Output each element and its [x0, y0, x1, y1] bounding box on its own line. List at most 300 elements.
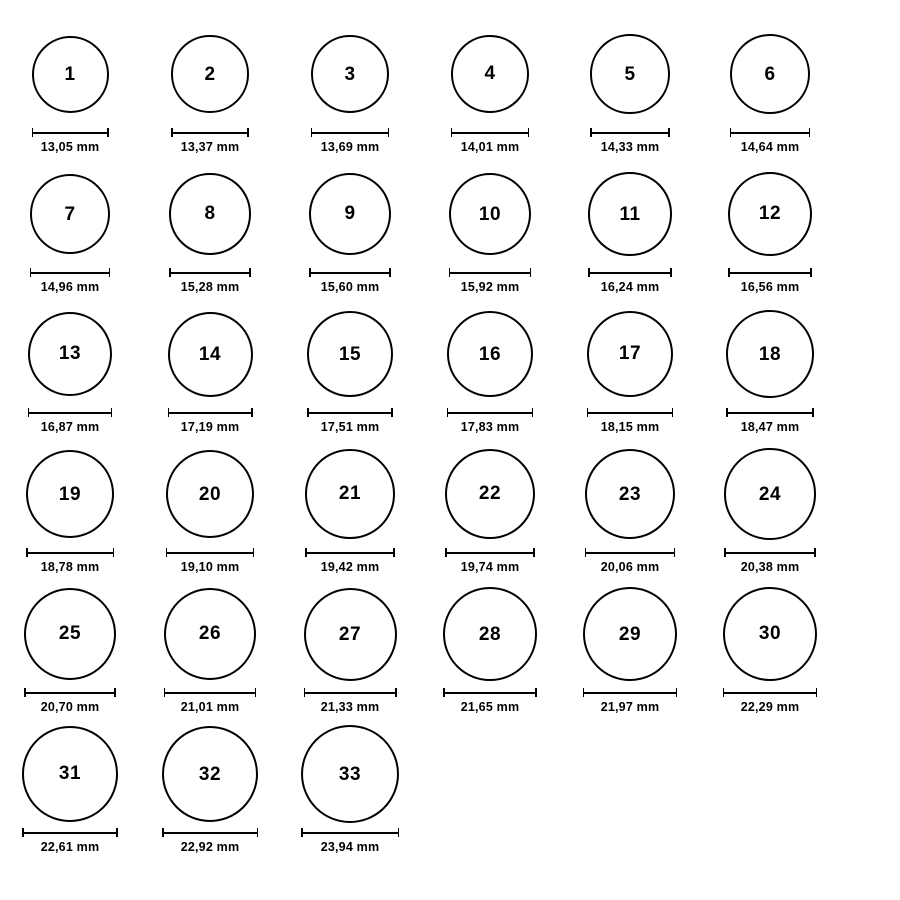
diameter-caliper: [585, 548, 676, 557]
diameter-label: 16,87 mm: [40, 420, 100, 434]
ring-circle: [30, 174, 111, 255]
caliper-tick-left: [585, 548, 587, 557]
ring-circle: [728, 172, 812, 256]
ring-size-cell: [700, 444, 840, 574]
ring-size-cell: [140, 304, 280, 434]
ring-size-cell: [420, 164, 560, 294]
caliper-tick-left: [587, 408, 589, 417]
caliper-tick-right: [816, 688, 818, 697]
caliper-tick-left: [723, 688, 725, 697]
diameter-caliper: [724, 548, 815, 557]
caliper-tick-right: [676, 688, 678, 697]
caliper-bar: [171, 132, 249, 134]
diameter-caliper: [305, 548, 394, 557]
caliper-tick-left: [28, 408, 30, 417]
caliper-tick-left: [162, 828, 164, 837]
caliper-tick-left: [311, 128, 313, 137]
caliper-bar: [28, 412, 112, 414]
caliper-bar: [447, 412, 533, 414]
ring-circle-wrap: [305, 444, 394, 544]
ring-size-number: 3: [344, 63, 356, 85]
diameter-label: 17,83 mm: [460, 420, 520, 434]
caliper-bar: [585, 552, 676, 554]
ring-circle: [28, 312, 112, 396]
ring-size-cell: [280, 584, 420, 714]
ring-circle: [309, 173, 391, 255]
diameter-caliper: [164, 688, 256, 697]
diameter-label: 22,29 mm: [740, 700, 800, 714]
ring-size-number: 29: [618, 623, 642, 645]
ring-size-cell: [140, 164, 280, 294]
ring-circle: [585, 449, 676, 540]
ring-size-number: 11: [619, 203, 641, 225]
ring-size-cell: [420, 444, 560, 574]
ring-circle-wrap: [726, 304, 814, 404]
caliper-tick-right: [812, 408, 814, 417]
ring-size-cell: [560, 584, 700, 714]
caliper-tick-left: [32, 128, 34, 137]
ring-circle-wrap: [162, 724, 258, 824]
ring-size-cell: [280, 164, 420, 294]
ring-size-number: 5: [624, 63, 636, 85]
diameter-label: 14,33 mm: [600, 140, 660, 154]
diameter-caliper: [730, 128, 810, 137]
caliper-bar: [22, 832, 117, 834]
caliper-bar: [445, 552, 535, 554]
ring-size-number: 4: [484, 63, 496, 85]
ring-size-number: 15: [338, 343, 362, 365]
caliper-bar: [162, 832, 258, 834]
ring-circle-wrap: [32, 24, 109, 124]
caliper-bar: [723, 692, 818, 694]
caliper-bar: [30, 272, 111, 274]
caliper-tick-right: [528, 128, 530, 137]
caliper-tick-left: [304, 688, 306, 697]
ring-circle: [32, 36, 109, 113]
diameter-label: 19,74 mm: [460, 560, 520, 574]
caliper-tick-right: [398, 828, 400, 837]
ring-size-number: 32: [198, 763, 222, 785]
caliper-tick-left: [451, 128, 453, 137]
ring-circle-wrap: [728, 164, 812, 264]
caliper-bar: [724, 552, 815, 554]
ring-circle: [305, 449, 394, 538]
ring-circle-wrap: [168, 304, 253, 404]
diameter-caliper: [22, 828, 117, 837]
ring-circle-wrap: [30, 164, 111, 264]
ring-circle: [311, 35, 389, 113]
ring-size-cell: [140, 724, 280, 854]
diameter-caliper: [32, 128, 109, 137]
ring-size-cell: [560, 444, 700, 574]
ring-circle: [171, 35, 249, 113]
ring-size-cell: [280, 24, 420, 154]
diameter-caliper: [590, 128, 670, 137]
diameter-label: 19,42 mm: [320, 560, 380, 574]
diameter-caliper: [309, 268, 391, 277]
caliper-tick-left: [449, 268, 451, 277]
diameter-caliper: [166, 548, 255, 557]
ring-size-number: 28: [478, 623, 502, 645]
caliper-tick-right: [111, 408, 113, 417]
caliper-tick-right: [393, 548, 395, 557]
ring-size-number: 13: [58, 343, 82, 365]
diameter-label: 16,56 mm: [740, 280, 800, 294]
caliper-tick-left: [447, 408, 449, 417]
diameter-label: 20,06 mm: [600, 560, 660, 574]
ring-circle: [723, 587, 818, 682]
diameter-caliper: [723, 688, 818, 697]
ring-circle-wrap: [301, 724, 399, 824]
ring-circle-wrap: [723, 584, 818, 684]
diameter-label: 22,92 mm: [180, 840, 240, 854]
caliper-tick-right: [389, 268, 391, 277]
caliper-bar: [307, 412, 393, 414]
caliper-tick-left: [30, 268, 32, 277]
diameter-caliper: [304, 688, 397, 697]
caliper-tick-left: [443, 688, 445, 697]
ring-circle: [168, 312, 253, 397]
ring-circle: [445, 449, 535, 539]
ring-size-number: 18: [758, 343, 782, 365]
ring-circle-wrap: [307, 304, 393, 404]
caliper-tick-left: [726, 408, 728, 417]
ring-size-cell: [0, 724, 140, 854]
diameter-label: 22,61 mm: [40, 840, 100, 854]
caliper-tick-left: [24, 688, 26, 697]
ring-size-cell: [0, 584, 140, 714]
caliper-tick-right: [395, 688, 397, 697]
caliper-bar: [728, 272, 812, 274]
caliper-tick-left: [728, 268, 730, 277]
ring-circle: [164, 588, 256, 680]
ring-size-number: 22: [478, 483, 502, 505]
ring-circle: [726, 310, 814, 398]
diameter-label: 20,70 mm: [40, 700, 100, 714]
ring-circle: [449, 173, 532, 256]
caliper-tick-right: [113, 548, 115, 557]
ring-size-number: 23: [618, 483, 642, 505]
caliper-bar: [305, 552, 394, 554]
ring-circle-wrap: [730, 24, 810, 124]
ring-circle: [588, 172, 671, 255]
ring-size-cell: [0, 24, 140, 154]
ring-size-row: [0, 714, 900, 854]
caliper-tick-left: [730, 128, 732, 137]
caliper-tick-left: [26, 548, 28, 557]
caliper-bar: [443, 692, 537, 694]
diameter-caliper: [301, 828, 399, 837]
caliper-tick-left: [583, 688, 585, 697]
diameter-label: 23,94 mm: [320, 840, 380, 854]
ring-circle: [730, 34, 810, 114]
ring-size-cell: [140, 24, 280, 154]
caliper-tick-right: [391, 408, 393, 417]
caliper-tick-left: [168, 408, 170, 417]
ring-size-number: 10: [478, 203, 502, 225]
diameter-caliper: [443, 688, 537, 697]
diameter-label: 18,78 mm: [40, 560, 100, 574]
diameter-label: 15,92 mm: [460, 280, 520, 294]
caliper-bar: [726, 412, 814, 414]
caliper-bar: [26, 552, 114, 554]
ring-size-cell: [140, 584, 280, 714]
diameter-label: 20,38 mm: [740, 560, 800, 574]
ring-circle-wrap: [590, 24, 670, 124]
ring-circle-wrap: [585, 444, 676, 544]
ring-size-cell: [560, 24, 700, 154]
diameter-label: 15,28 mm: [180, 280, 240, 294]
caliper-bar: [301, 832, 399, 834]
ring-size-row: [0, 294, 900, 434]
ring-size-cell: [560, 164, 700, 294]
ring-circle: [24, 588, 116, 680]
ring-size-cell: [0, 444, 140, 574]
caliper-bar: [583, 692, 677, 694]
ring-circle-wrap: [309, 164, 391, 264]
ring-circle-wrap: [169, 164, 250, 264]
ring-circle: [451, 35, 530, 114]
ring-size-number: 9: [344, 203, 356, 225]
caliper-tick-right: [668, 128, 670, 137]
ring-size-number: 30: [758, 623, 782, 645]
caliper-bar: [168, 412, 253, 414]
ring-size-cell: [700, 24, 840, 154]
diameter-caliper: [30, 268, 111, 277]
caliper-tick-right: [674, 548, 676, 557]
caliper-tick-left: [590, 128, 592, 137]
diameter-label: 14,01 mm: [460, 140, 520, 154]
caliper-tick-right: [670, 268, 672, 277]
ring-circle-wrap: [587, 304, 674, 404]
ring-circle-wrap: [443, 584, 537, 684]
caliper-tick-right: [257, 828, 259, 837]
ring-circle-wrap: [447, 304, 533, 404]
diameter-caliper: [449, 268, 532, 277]
ring-circle: [724, 448, 815, 539]
ring-size-row: [0, 154, 900, 294]
ring-size-cell: [700, 584, 840, 714]
ring-circle: [22, 726, 117, 821]
caliper-tick-right: [247, 128, 249, 137]
ring-size-cell: [280, 304, 420, 434]
diameter-caliper: [583, 688, 677, 697]
diameter-caliper: [307, 408, 393, 417]
caliper-bar: [449, 272, 532, 274]
ring-size-number: 33: [338, 763, 362, 785]
ring-size-number: 24: [758, 483, 782, 505]
ring-size-number: 20: [198, 483, 222, 505]
caliper-tick-right: [809, 128, 811, 137]
ring-size-number: 25: [58, 623, 82, 645]
diameter-label: 13,05 mm: [40, 140, 100, 154]
caliper-bar: [24, 692, 116, 694]
diameter-caliper: [587, 408, 674, 417]
ring-size-cell: [560, 304, 700, 434]
ring-size-number: 21: [338, 483, 362, 505]
caliper-bar: [32, 132, 109, 134]
diameter-label: 18,15 mm: [600, 420, 660, 434]
caliper-tick-left: [22, 828, 24, 837]
ring-size-cell: [700, 304, 840, 434]
caliper-tick-right: [253, 548, 255, 557]
diameter-caliper: [728, 268, 812, 277]
diameter-caliper: [588, 268, 671, 277]
diameter-caliper: [447, 408, 533, 417]
caliper-bar: [730, 132, 810, 134]
diameter-caliper: [168, 408, 253, 417]
ring-size-number: 26: [198, 623, 222, 645]
ring-size-number: 17: [618, 343, 642, 365]
diameter-caliper: [445, 548, 535, 557]
caliper-tick-right: [814, 548, 816, 557]
caliper-bar: [590, 132, 670, 134]
ring-size-number: 6: [764, 63, 776, 85]
ring-circle: [443, 587, 537, 681]
diameter-label: 21,97 mm: [600, 700, 660, 714]
ring-size-number: 1: [64, 63, 76, 85]
ring-circle-wrap: [304, 584, 397, 684]
ring-size-number: 8: [204, 203, 216, 225]
caliper-tick-right: [672, 408, 674, 417]
diameter-label: 19,10 mm: [180, 560, 240, 574]
ring-circle-wrap: [588, 164, 671, 264]
caliper-tick-left: [301, 828, 303, 837]
caliper-tick-left: [724, 548, 726, 557]
diameter-caliper: [24, 688, 116, 697]
ring-size-row: [0, 574, 900, 714]
ring-circle: [590, 34, 670, 114]
diameter-caliper: [162, 828, 258, 837]
ring-size-number: 27: [338, 623, 362, 645]
ring-size-cell: [280, 444, 420, 574]
caliper-bar: [309, 272, 391, 274]
ring-size-cell: [420, 304, 560, 434]
diameter-label: 17,19 mm: [180, 420, 240, 434]
caliper-tick-right: [249, 268, 251, 277]
diameter-label: 14,64 mm: [740, 140, 800, 154]
diameter-label: 18,47 mm: [740, 420, 800, 434]
ring-size-cell: [280, 724, 420, 854]
ring-size-cell: [0, 304, 140, 434]
ring-size-cell: [700, 164, 840, 294]
ring-size-row: [0, 434, 900, 574]
ring-size-number: 19: [58, 483, 82, 505]
caliper-bar: [587, 412, 674, 414]
caliper-bar: [164, 692, 256, 694]
caliper-tick-right: [255, 688, 257, 697]
ring-circle-wrap: [166, 444, 255, 544]
ring-circle: [169, 173, 250, 254]
ring-size-number: 12: [758, 203, 782, 225]
ring-size-cell: [0, 164, 140, 294]
diameter-caliper: [171, 128, 249, 137]
caliper-tick-left: [166, 548, 168, 557]
diameter-label: 15,60 mm: [320, 280, 380, 294]
ring-circle-wrap: [24, 584, 116, 684]
caliper-bar: [451, 132, 530, 134]
ring-circle-wrap: [22, 724, 117, 824]
ring-circle-wrap: [724, 444, 815, 544]
caliper-bar: [311, 132, 389, 134]
ring-circle-wrap: [451, 24, 530, 124]
ring-size-cell: [140, 444, 280, 574]
caliper-tick-left: [307, 408, 309, 417]
ring-circle-wrap: [164, 584, 256, 684]
caliper-bar: [169, 272, 250, 274]
ring-size-row: [0, 14, 900, 154]
caliper-bar: [304, 692, 397, 694]
caliper-tick-right: [116, 828, 118, 837]
diameter-caliper: [311, 128, 389, 137]
ring-circle-wrap: [449, 164, 532, 264]
ring-size-number: 14: [198, 343, 222, 365]
ring-circle-wrap: [28, 304, 112, 404]
diameter-label: 17,51 mm: [320, 420, 380, 434]
diameter-caliper: [726, 408, 814, 417]
ring-circle: [162, 726, 258, 822]
ring-circle: [307, 311, 393, 397]
caliper-tick-left: [309, 268, 311, 277]
diameter-label: 21,01 mm: [180, 700, 240, 714]
caliper-tick-left: [305, 548, 307, 557]
caliper-tick-right: [107, 128, 109, 137]
ring-size-number: 7: [64, 203, 76, 225]
ring-circle: [26, 450, 114, 538]
diameter-caliper: [26, 548, 114, 557]
diameter-label: 21,65 mm: [460, 700, 520, 714]
ring-size-number: 16: [478, 343, 502, 365]
ring-circle-wrap: [26, 444, 114, 544]
ring-circle: [447, 311, 533, 397]
caliper-tick-right: [388, 128, 390, 137]
caliper-bar: [588, 272, 671, 274]
caliper-tick-right: [810, 268, 812, 277]
ring-circle-wrap: [583, 584, 677, 684]
ring-circle-wrap: [311, 24, 389, 124]
caliper-tick-right: [533, 548, 535, 557]
caliper-bar: [166, 552, 255, 554]
diameter-label: 21,33 mm: [320, 700, 380, 714]
ring-circle: [304, 588, 397, 681]
caliper-tick-right: [109, 268, 111, 277]
caliper-tick-left: [171, 128, 173, 137]
ring-circle-wrap: [171, 24, 249, 124]
ring-size-number: 2: [204, 63, 216, 85]
caliper-tick-left: [588, 268, 590, 277]
caliper-tick-left: [445, 548, 447, 557]
diameter-label: 13,69 mm: [320, 140, 380, 154]
ring-size-cell: [420, 24, 560, 154]
ring-circle: [166, 450, 255, 539]
ring-circle: [587, 311, 674, 398]
ring-circle: [583, 587, 677, 681]
diameter-caliper: [169, 268, 250, 277]
ring-circle: [301, 725, 399, 823]
diameter-label: 14,96 mm: [40, 280, 100, 294]
ring-circle-wrap: [445, 444, 535, 544]
diameter-caliper: [28, 408, 112, 417]
diameter-label: 13,37 mm: [180, 140, 240, 154]
caliper-tick-right: [114, 688, 116, 697]
caliper-tick-left: [164, 688, 166, 697]
diameter-label: 16,24 mm: [600, 280, 660, 294]
caliper-tick-right: [532, 408, 534, 417]
ring-size-cell: [420, 584, 560, 714]
caliper-tick-right: [251, 408, 253, 417]
diameter-caliper: [451, 128, 530, 137]
caliper-tick-right: [530, 268, 532, 277]
